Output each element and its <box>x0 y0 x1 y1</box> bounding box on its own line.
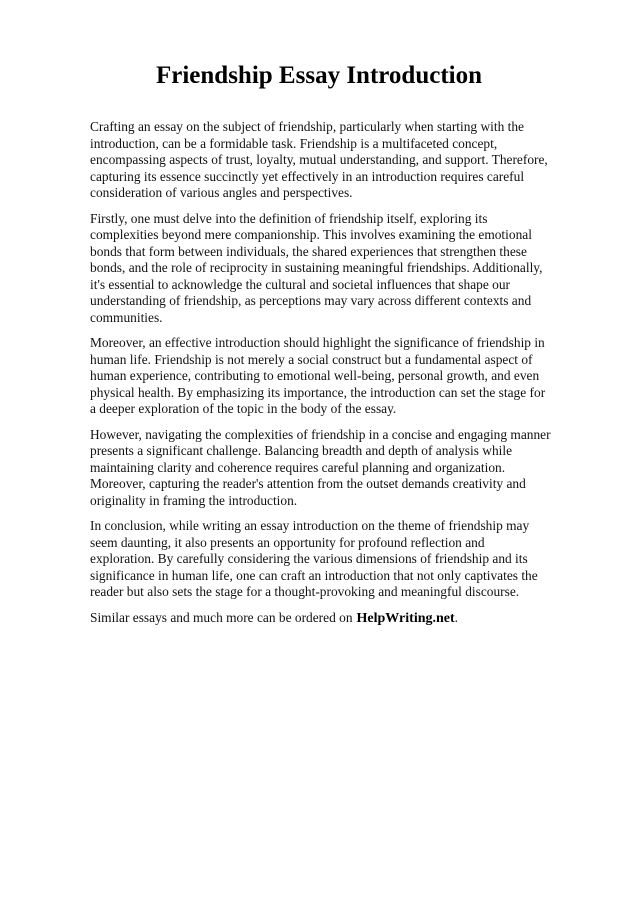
closing-text: Similar essays and much more can be ordered on <box>90 609 353 625</box>
closing-line <box>90 610 552 628</box>
paragraph-4: However, navigating the complexities of friendship in a concise and engaging manner presents a significant challenge. Balancing breadth and depth of analysis while maintaining clarity and coherence requires careful planning and organization. Moreover, capturing the reader's attention from the outset demands creativity and originality in framing the introduction. <box>90 426 551 508</box>
helpwriting-link[interactable]: HelpWriting.net <box>356 610 455 626</box>
paragraph-1: Crafting an essay on the subject of friendship, particularly when starting with the introduction, can be a formidable task. Friendship is a multifaceted concept, encompassing aspects of trust, loyalty, mutual understanding, and support. Therefore, capturing its essence succinctly yet effectively in an introduction requires careful consideration of various angles and perspectives. <box>90 119 548 200</box>
document-title: Friendship Essay Introduction <box>155 62 482 89</box>
closing-period: . <box>454 609 459 625</box>
paragraph-5: In conclusion, while writing an essay introduction on the theme of friendship may seem daunting, it also presents an opportunity for profound reflection and exploration. By carefully considering the various dimensions of friendship and its significance in human life, one can craft an introduction that not only captivates the reader but also sets the stage for a thought-provoking and meaningful discourse. <box>90 518 538 599</box>
document-body <box>90 119 552 627</box>
paragraph-3: Moreover, an effective introduction should highlight the significance of friendship in human life. Friendship is not merely a social construct but a fundamental aspect of human experience, contributing to emotional well-being, personal growth, and even physical health. By emphasizing its importance, the introduction can set the stage for a deeper exploration of the topic in the body of the essay. <box>90 335 546 416</box>
paragraph-2: Firstly, one must delve into the definition of friendship itself, exploring its complexities beyond mere companionship. This involves examining the emotional bonds that form between individuals, the shared experiences that strengthen these bonds, and the role of reciprocity in sustaining meaningful friendships. Additionally, it's essential to acknowledge the cultural and societal influences that shape our understanding of friendship, as perceptions may vary across different contexts and communities. <box>90 210 543 325</box>
